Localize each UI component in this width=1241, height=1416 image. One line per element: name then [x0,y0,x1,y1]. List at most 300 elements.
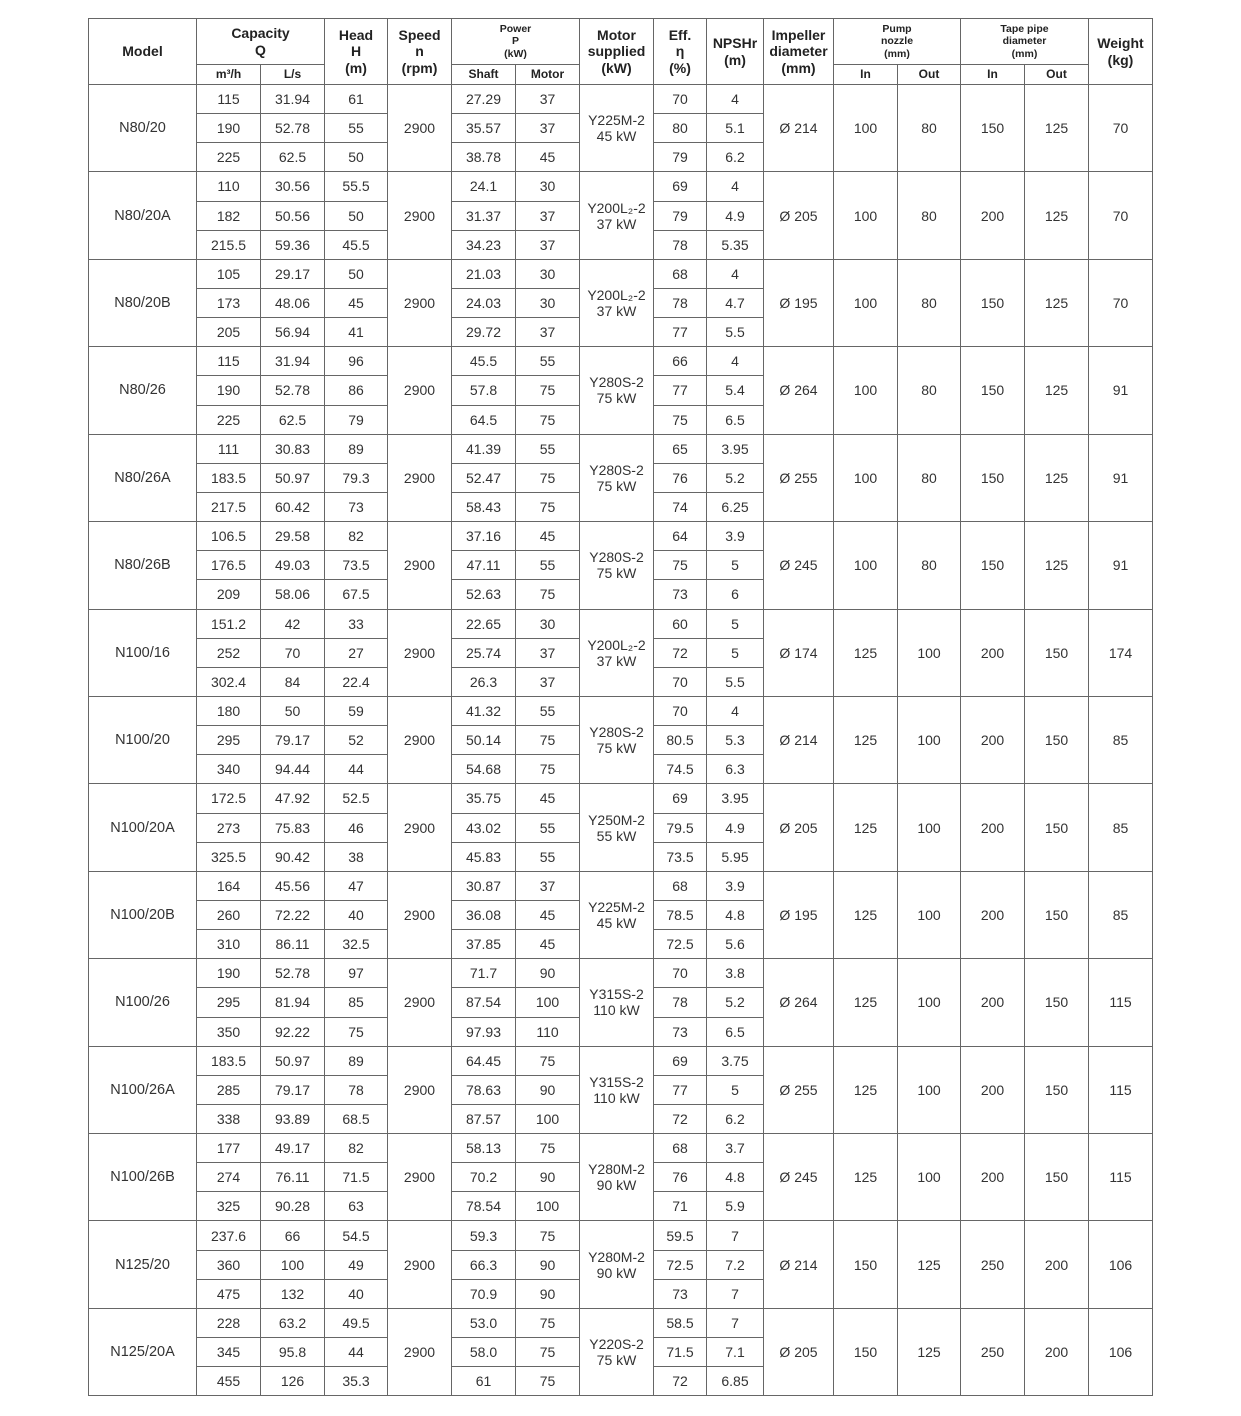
head-cell: 68.5 [325,1104,388,1133]
npshr-cell: 4.9 [707,201,764,230]
nozzle-out-cell: 100 [898,1046,961,1133]
capacity-ls-cell: 50 [261,696,325,725]
capacity-m3h-cell: 295 [197,988,261,1017]
efficiency-cell: 70 [654,667,707,696]
efficiency-cell: 72 [654,1104,707,1133]
nozzle-in-cell: 100 [834,259,898,346]
speed-cell: 2900 [388,1046,452,1133]
impeller-diameter-cell: Ø 195 [764,259,834,346]
shaft-power-cell: 26.3 [452,667,516,696]
nozzle-in-cell: 125 [834,1134,898,1221]
npshr-cell: 5.5 [707,318,764,347]
weight-cell: 106 [1089,1308,1153,1395]
nozzle-in-cell: 125 [834,609,898,696]
weight-cell: 85 [1089,784,1153,871]
shaft-power-cell: 97.93 [452,1017,516,1046]
head-cell: 89 [325,434,388,463]
weight-cell: 70 [1089,85,1153,172]
efficiency-cell: 77 [654,376,707,405]
weight-cell: 85 [1089,871,1153,958]
capacity-ls-cell: 72.22 [261,900,325,929]
tape-out-cell: 150 [1025,959,1089,1046]
npshr-cell: 7 [707,1308,764,1337]
motor-supplied-cell: Y250M-2 55 kW [580,784,654,871]
capacity-ls-cell: 90.42 [261,842,325,871]
header-head: Head H (m) [325,19,388,85]
head-cell: 52 [325,726,388,755]
speed-cell: 2900 [388,522,452,609]
motor-supplied-cell: Y280M-2 90 kW [580,1221,654,1308]
motor-power-cell: 45 [516,930,580,959]
head-cell: 78 [325,1075,388,1104]
motor-supplied-cell: Y225M-2 45 kW [580,871,654,958]
npshr-cell: 7.1 [707,1338,764,1367]
efficiency-cell: 79.5 [654,813,707,842]
nozzle-out-cell: 80 [898,434,961,521]
capacity-m3h-cell: 350 [197,1017,261,1046]
capacity-ls-cell: 52.78 [261,114,325,143]
speed-cell: 2900 [388,434,452,521]
motor-power-cell: 55 [516,434,580,463]
capacity-ls-cell: 49.17 [261,1134,325,1163]
capacity-ls-cell: 84 [261,667,325,696]
model-cell: N80/20 [89,85,197,172]
npshr-cell: 6.3 [707,755,764,784]
nozzle-in-cell: 100 [834,347,898,434]
impeller-diameter-cell: Ø 255 [764,1046,834,1133]
capacity-m3h-cell: 190 [197,376,261,405]
efficiency-cell: 68 [654,1134,707,1163]
nozzle-in-cell: 125 [834,1046,898,1133]
nozzle-out-cell: 80 [898,85,961,172]
motor-supplied-cell: Y280S-2 75 kW [580,347,654,434]
capacity-ls-cell: 126 [261,1367,325,1396]
motor-power-cell: 30 [516,172,580,201]
motor-power-cell: 75 [516,463,580,492]
tape-in-cell: 250 [961,1221,1025,1308]
head-cell: 44 [325,1338,388,1367]
shaft-power-cell: 52.47 [452,463,516,492]
efficiency-cell: 70 [654,959,707,988]
npshr-cell: 3.95 [707,434,764,463]
head-cell: 49.5 [325,1308,388,1337]
impeller-diameter-cell: Ø 264 [764,347,834,434]
capacity-m3h-cell: 285 [197,1075,261,1104]
head-cell: 33 [325,609,388,638]
nozzle-out-cell: 100 [898,959,961,1046]
tape-out-cell: 150 [1025,696,1089,783]
npshr-cell: 5.35 [707,230,764,259]
tape-in-cell: 200 [961,172,1025,259]
capacity-ls-cell: 59.36 [261,230,325,259]
efficiency-cell: 59.5 [654,1221,707,1250]
tape-out-cell: 200 [1025,1221,1089,1308]
shaft-power-cell: 66.3 [452,1250,516,1279]
capacity-ls-cell: 95.8 [261,1338,325,1367]
weight-cell: 91 [1089,347,1153,434]
motor-supplied-cell: Y280S-2 75 kW [580,696,654,783]
tape-out-cell: 200 [1025,1308,1089,1395]
capacity-m3h-cell: 183.5 [197,1046,261,1075]
capacity-m3h-cell: 325.5 [197,842,261,871]
motor-power-cell: 37 [516,85,580,114]
capacity-m3h-cell: 105 [197,259,261,288]
tape-in-cell: 150 [961,259,1025,346]
head-cell: 55 [325,114,388,143]
shaft-power-cell: 43.02 [452,813,516,842]
header-power-motor: Motor [516,65,580,85]
npshr-cell: 5.1 [707,114,764,143]
shaft-power-cell: 87.54 [452,988,516,1017]
shaft-power-cell: 64.45 [452,1046,516,1075]
header-nozzle-in: In [834,65,898,85]
capacity-m3h-cell: 455 [197,1367,261,1396]
capacity-m3h-cell: 225 [197,143,261,172]
motor-power-cell: 90 [516,1075,580,1104]
head-cell: 45 [325,288,388,317]
efficiency-cell: 69 [654,172,707,201]
nozzle-in-cell: 100 [834,172,898,259]
tape-out-cell: 125 [1025,522,1089,609]
head-cell: 49 [325,1250,388,1279]
tape-in-cell: 200 [961,1046,1025,1133]
efficiency-cell: 79 [654,143,707,172]
motor-power-cell: 55 [516,813,580,842]
table-row [89,1046,1153,1075]
shaft-power-cell: 41.32 [452,696,516,725]
efficiency-cell: 72.5 [654,930,707,959]
motor-power-cell: 55 [516,696,580,725]
head-cell: 50 [325,201,388,230]
capacity-m3h-cell: 295 [197,726,261,755]
motor-power-cell: 100 [516,988,580,1017]
efficiency-cell: 73 [654,1017,707,1046]
shaft-power-cell: 78.54 [452,1192,516,1221]
shaft-power-cell: 59.3 [452,1221,516,1250]
table-row [89,522,1153,551]
motor-power-cell: 30 [516,609,580,638]
capacity-ls-cell: 50.56 [261,201,325,230]
nozzle-in-cell: 125 [834,784,898,871]
head-cell: 55.5 [325,172,388,201]
npshr-cell: 5.2 [707,988,764,1017]
motor-power-cell: 75 [516,580,580,609]
weight-cell: 115 [1089,1046,1153,1133]
capacity-ls-cell: 52.78 [261,959,325,988]
header-pump-nozzle: Pump nozzle (mm) [834,19,961,65]
speed-cell: 2900 [388,1221,452,1308]
impeller-diameter-cell: Ø 245 [764,1134,834,1221]
capacity-ls-cell: 60.42 [261,492,325,521]
head-cell: 59 [325,696,388,725]
speed-cell: 2900 [388,609,452,696]
capacity-ls-cell: 93.89 [261,1104,325,1133]
header-efficiency: Eff. η (%) [654,19,707,85]
capacity-m3h-cell: 172.5 [197,784,261,813]
efficiency-cell: 80.5 [654,726,707,755]
capacity-m3h-cell: 237.6 [197,1221,261,1250]
efficiency-cell: 70 [654,696,707,725]
header-capacity-m3h: m³/h [197,65,261,85]
model-cell: N80/20B [89,259,197,346]
motor-power-cell: 75 [516,1221,580,1250]
efficiency-cell: 66 [654,347,707,376]
impeller-diameter-cell: Ø 205 [764,784,834,871]
capacity-ls-cell: 50.97 [261,463,325,492]
motor-power-cell: 37 [516,318,580,347]
npshr-cell: 4.8 [707,900,764,929]
npshr-cell: 5.2 [707,463,764,492]
shaft-power-cell: 78.63 [452,1075,516,1104]
capacity-ls-cell: 56.94 [261,318,325,347]
motor-power-cell: 75 [516,1308,580,1337]
head-cell: 61 [325,85,388,114]
shaft-power-cell: 30.87 [452,871,516,900]
capacity-ls-cell: 81.94 [261,988,325,1017]
efficiency-cell: 65 [654,434,707,463]
shaft-power-cell: 35.75 [452,784,516,813]
capacity-ls-cell: 49.03 [261,551,325,580]
capacity-m3h-cell: 115 [197,85,261,114]
head-cell: 75 [325,1017,388,1046]
nozzle-in-cell: 100 [834,434,898,521]
shaft-power-cell: 58.13 [452,1134,516,1163]
capacity-ls-cell: 29.58 [261,522,325,551]
model-cell: N125/20 [89,1221,197,1308]
table-row [89,871,1153,900]
efficiency-cell: 76 [654,463,707,492]
shaft-power-cell: 64.5 [452,405,516,434]
motor-power-cell: 75 [516,1338,580,1367]
weight-cell: 85 [1089,696,1153,783]
model-cell: N125/20A [89,1308,197,1395]
head-cell: 89 [325,1046,388,1075]
motor-supplied-cell: Y315S-2 110 kW [580,1046,654,1133]
npshr-cell: 5 [707,609,764,638]
header-power: Power P (kW) [452,19,580,65]
shaft-power-cell: 57.8 [452,376,516,405]
capacity-ls-cell: 52.78 [261,376,325,405]
npshr-cell: 6.25 [707,492,764,521]
head-cell: 46 [325,813,388,842]
capacity-m3h-cell: 164 [197,871,261,900]
motor-power-cell: 37 [516,667,580,696]
header-tape-out: Out [1025,65,1089,85]
shaft-power-cell: 24.03 [452,288,516,317]
npshr-cell: 6.85 [707,1367,764,1396]
nozzle-out-cell: 80 [898,347,961,434]
motor-power-cell: 37 [516,114,580,143]
header-capacity: Capacity Q [197,19,325,65]
head-cell: 63 [325,1192,388,1221]
capacity-m3h-cell: 183.5 [197,463,261,492]
speed-cell: 2900 [388,1308,452,1395]
tape-out-cell: 125 [1025,434,1089,521]
efficiency-cell: 77 [654,1075,707,1104]
nozzle-in-cell: 125 [834,696,898,783]
tape-in-cell: 200 [961,696,1025,783]
nozzle-out-cell: 80 [898,259,961,346]
motor-power-cell: 75 [516,1367,580,1396]
efficiency-cell: 78 [654,230,707,259]
efficiency-cell: 74 [654,492,707,521]
efficiency-cell: 79 [654,201,707,230]
npshr-cell: 7 [707,1279,764,1308]
head-cell: 67.5 [325,580,388,609]
npshr-cell: 3.95 [707,784,764,813]
speed-cell: 2900 [388,959,452,1046]
capacity-m3h-cell: 310 [197,930,261,959]
efficiency-cell: 70 [654,85,707,114]
npshr-cell: 5.6 [707,930,764,959]
npshr-cell: 4 [707,696,764,725]
nozzle-in-cell: 125 [834,959,898,1046]
shaft-power-cell: 45.5 [452,347,516,376]
shaft-power-cell: 24.1 [452,172,516,201]
motor-power-cell: 100 [516,1192,580,1221]
shaft-power-cell: 31.37 [452,201,516,230]
motor-power-cell: 55 [516,551,580,580]
npshr-cell: 5.4 [707,376,764,405]
head-cell: 38 [325,842,388,871]
head-cell: 86 [325,376,388,405]
capacity-m3h-cell: 273 [197,813,261,842]
capacity-m3h-cell: 110 [197,172,261,201]
shaft-power-cell: 21.03 [452,259,516,288]
npshr-cell: 7 [707,1221,764,1250]
table-row [89,784,1153,813]
shaft-power-cell: 27.29 [452,85,516,114]
weight-cell: 70 [1089,172,1153,259]
nozzle-out-cell: 125 [898,1221,961,1308]
npshr-cell: 4.7 [707,288,764,317]
head-cell: 27 [325,638,388,667]
capacity-ls-cell: 50.97 [261,1046,325,1075]
npshr-cell: 4 [707,259,764,288]
impeller-diameter-cell: Ø 205 [764,1308,834,1395]
capacity-ls-cell: 62.5 [261,143,325,172]
capacity-m3h-cell: 340 [197,755,261,784]
head-cell: 97 [325,959,388,988]
header-tape-pipe-diameter: Tape pipe diameter (mm) [961,19,1089,65]
capacity-m3h-cell: 325 [197,1192,261,1221]
header-model: Model [89,19,197,85]
header-nozzle-out: Out [898,65,961,85]
head-cell: 32.5 [325,930,388,959]
capacity-ls-cell: 31.94 [261,85,325,114]
table-row [89,172,1153,201]
shaft-power-cell: 50.14 [452,726,516,755]
tape-out-cell: 150 [1025,1046,1089,1133]
efficiency-cell: 73.5 [654,842,707,871]
capacity-m3h-cell: 228 [197,1308,261,1337]
npshr-cell: 4.8 [707,1163,764,1192]
tape-in-cell: 200 [961,609,1025,696]
table-row [89,1134,1153,1163]
motor-supplied-cell: Y280S-2 75 kW [580,522,654,609]
efficiency-cell: 74.5 [654,755,707,784]
shaft-power-cell: 25.74 [452,638,516,667]
npshr-cell: 3.7 [707,1134,764,1163]
nozzle-out-cell: 100 [898,1134,961,1221]
capacity-ls-cell: 76.11 [261,1163,325,1192]
shaft-power-cell: 38.78 [452,143,516,172]
tape-out-cell: 125 [1025,347,1089,434]
shaft-power-cell: 87.57 [452,1104,516,1133]
shaft-power-cell: 58.0 [452,1338,516,1367]
table-row [89,1221,1153,1250]
capacity-m3h-cell: 151.2 [197,609,261,638]
header-impeller-diameter: Impeller diameter (mm) [764,19,834,85]
model-cell: N100/20A [89,784,197,871]
motor-power-cell: 110 [516,1017,580,1046]
capacity-ls-cell: 70 [261,638,325,667]
motor-power-cell: 90 [516,959,580,988]
capacity-ls-cell: 132 [261,1279,325,1308]
capacity-m3h-cell: 302.4 [197,667,261,696]
header-power-shaft: Shaft [452,65,516,85]
shaft-power-cell: 34.23 [452,230,516,259]
tape-in-cell: 200 [961,1134,1025,1221]
efficiency-cell: 71.5 [654,1338,707,1367]
tape-in-cell: 200 [961,959,1025,1046]
weight-cell: 174 [1089,609,1153,696]
head-cell: 82 [325,1134,388,1163]
capacity-ls-cell: 100 [261,1250,325,1279]
npshr-cell: 5 [707,638,764,667]
shaft-power-cell: 36.08 [452,900,516,929]
efficiency-cell: 69 [654,1046,707,1075]
capacity-ls-cell: 75.83 [261,813,325,842]
npshr-cell: 6.2 [707,1104,764,1133]
table-header [89,19,1153,85]
model-cell: N100/16 [89,609,197,696]
speed-cell: 2900 [388,784,452,871]
motor-power-cell: 75 [516,726,580,755]
efficiency-cell: 78.5 [654,900,707,929]
npshr-cell: 4.9 [707,813,764,842]
motor-power-cell: 37 [516,230,580,259]
npshr-cell: 3.9 [707,522,764,551]
nozzle-out-cell: 125 [898,1308,961,1395]
nozzle-in-cell: 100 [834,85,898,172]
tape-out-cell: 150 [1025,1134,1089,1221]
head-cell: 79.3 [325,463,388,492]
efficiency-cell: 73 [654,1279,707,1308]
nozzle-out-cell: 100 [898,871,961,958]
tape-out-cell: 125 [1025,172,1089,259]
capacity-ls-cell: 30.83 [261,434,325,463]
capacity-m3h-cell: 225 [197,405,261,434]
capacity-ls-cell: 92.22 [261,1017,325,1046]
pump-spec-table [88,18,1153,1396]
efficiency-cell: 76 [654,1163,707,1192]
head-cell: 85 [325,988,388,1017]
impeller-diameter-cell: Ø 214 [764,85,834,172]
npshr-cell: 5.9 [707,1192,764,1221]
head-cell: 71.5 [325,1163,388,1192]
capacity-ls-cell: 90.28 [261,1192,325,1221]
speed-cell: 2900 [388,696,452,783]
npshr-cell: 6.5 [707,1017,764,1046]
head-cell: 47 [325,871,388,900]
motor-power-cell: 75 [516,755,580,784]
capacity-m3h-cell: 252 [197,638,261,667]
motor-supplied-cell: Y200L₂-2 37 kW [580,172,654,259]
nozzle-in-cell: 125 [834,871,898,958]
tape-out-cell: 150 [1025,871,1089,958]
tape-in-cell: 250 [961,1308,1025,1395]
